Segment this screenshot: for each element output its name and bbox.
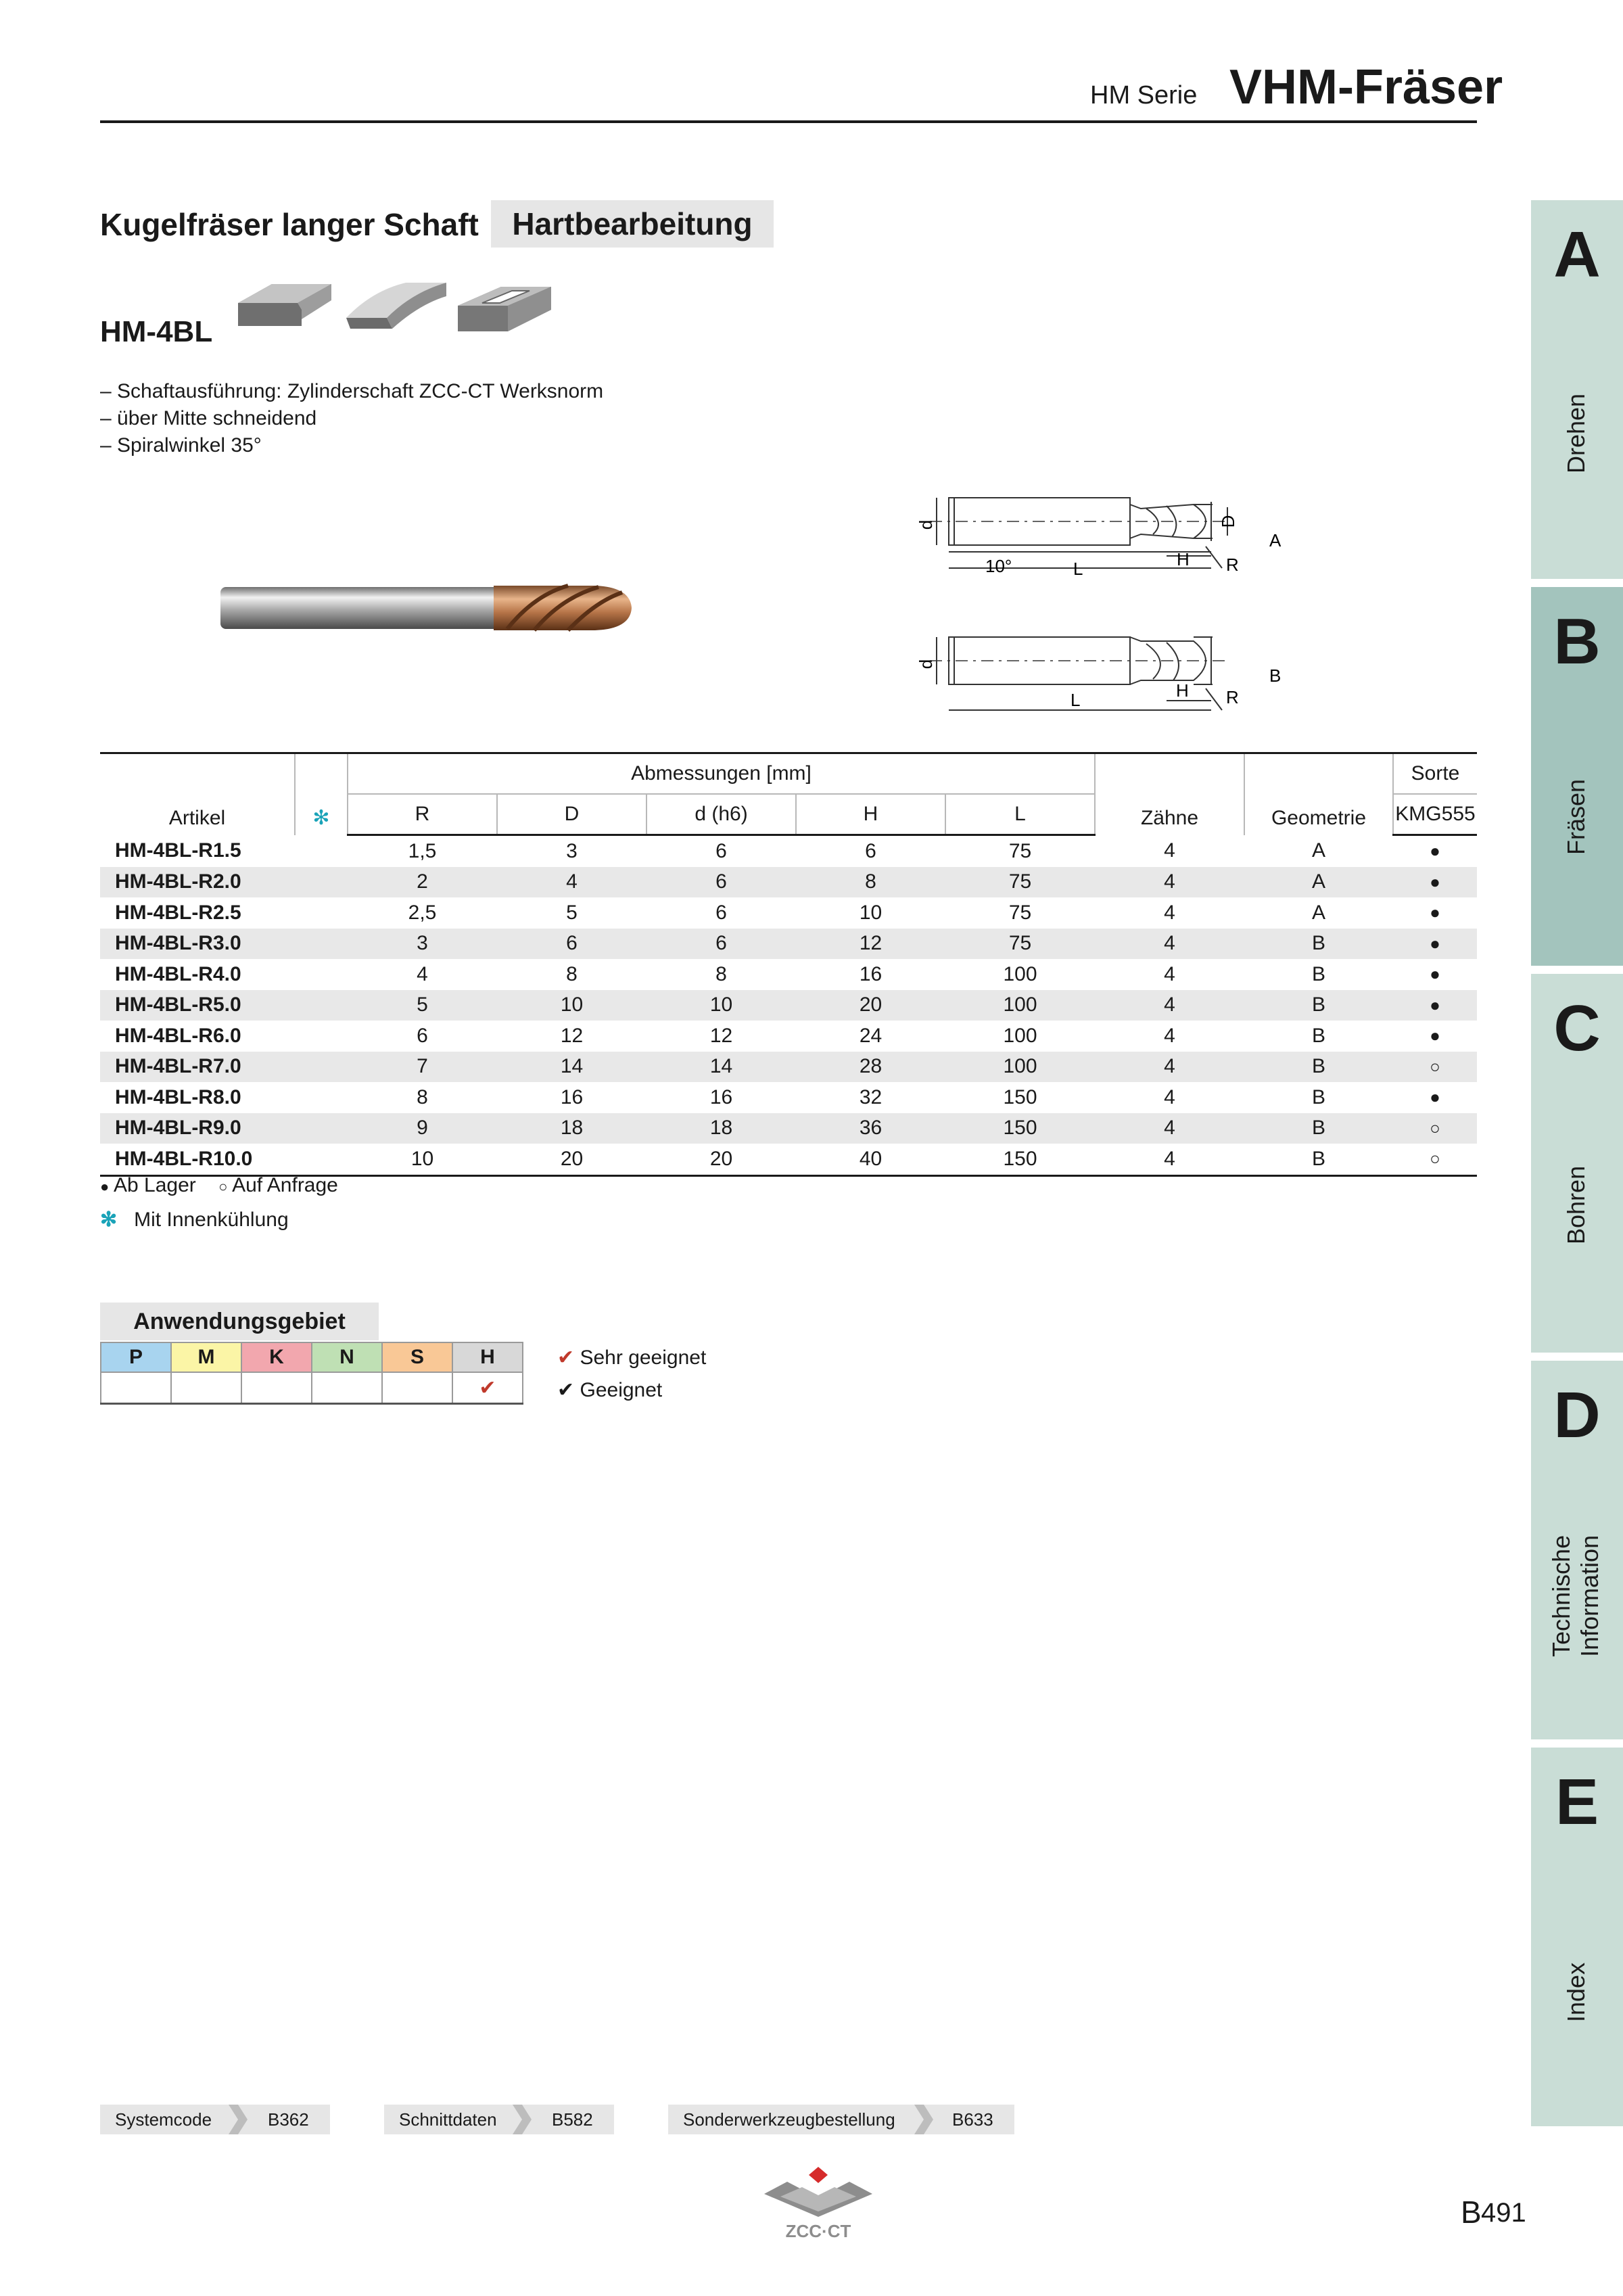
coolant-icon: ✻ [100, 1209, 118, 1231]
tab-label: Drehen [1562, 393, 1590, 473]
ref-schnittdaten[interactable] [384, 2105, 614, 2134]
dim-d-label: d [916, 659, 936, 670]
r-cell: 8 [417, 1085, 428, 1108]
d-small-cell: 12 [709, 1024, 733, 1047]
dim-R-label: R [1226, 555, 1239, 575]
ref-sonderwerkzeug[interactable] [668, 2105, 1014, 2134]
d-big-cell: 16 [560, 1085, 584, 1108]
teeth-cell: 4 [1164, 1024, 1175, 1047]
page-section-letter: B [1461, 2195, 1482, 2230]
ref-label: Systemcode [115, 2109, 212, 2130]
tab-letter: A [1553, 218, 1601, 291]
tab-label: Bohren [1562, 1165, 1590, 1244]
ref-label: Sonderwerkzeugbestellung [683, 2109, 895, 2130]
legend-coolant-label: Mit Innenkühlung [134, 1209, 289, 1231]
teeth-cell: 4 [1164, 1085, 1175, 1108]
suitability-h: ✔ [452, 1372, 523, 1404]
curved-surface-icon [346, 283, 446, 329]
teeth-cell: 4 [1164, 901, 1175, 924]
r-cell: 1,5 [408, 839, 437, 862]
availability-cell: ● [1430, 964, 1440, 985]
article-cell: HM-4BL-R10.0 [115, 1147, 253, 1170]
article-cell: HM-4BL-R3.0 [100, 929, 295, 960]
geometry-cell: B [1311, 1085, 1325, 1108]
availability-cell: ● [1430, 1025, 1440, 1046]
col-d-big: D [497, 794, 646, 835]
geometry-cell: B [1244, 1113, 1393, 1144]
l-cell: 150 [1003, 1147, 1037, 1170]
material-m: M [171, 1342, 241, 1372]
drawing-a [910, 482, 1302, 590]
dim-H-label: H [1177, 549, 1190, 569]
tab-label: Fräsen [1562, 778, 1590, 855]
article-cell: HM-4BL-R9.0 [100, 1113, 295, 1144]
page-number: 491 [1481, 2198, 1526, 2228]
legend-request-label: Auf Anfrage [232, 1174, 338, 1196]
availability-cell: ● [1393, 929, 1477, 960]
teeth-cell: 4 [1164, 962, 1175, 985]
application-badge: Hartbearbeitung [491, 200, 774, 248]
col-zaehne: Zähne [1095, 753, 1244, 835]
table-row [100, 1144, 1477, 1175]
teeth-cell: 4 [1095, 1113, 1244, 1144]
availability-cell: ● [1393, 867, 1477, 898]
ref-systemcode[interactable] [100, 2105, 330, 2134]
coolant-cell [295, 990, 348, 1021]
dim-angle-label: 10° [985, 556, 1012, 576]
h-cell: 32 [859, 1085, 883, 1108]
geometry-cell: B [1311, 1147, 1325, 1170]
h-cell: 20 [796, 990, 945, 1021]
col-h: H [796, 794, 945, 835]
sorte-header: Sorte [1393, 753, 1477, 795]
pocket-workpiece-icon [458, 287, 551, 331]
teeth-cell: 4 [1164, 1147, 1175, 1170]
table-row [100, 929, 1477, 960]
l-cell: 100 [945, 1052, 1095, 1083]
d-big-cell: 18 [497, 1113, 646, 1144]
tab-letter: D [1553, 1379, 1601, 1451]
dimensions-group-header: Abmessungen [mm] [348, 753, 1095, 795]
header-series: HM Serie [1090, 81, 1198, 110]
geometry-cell: B [1311, 962, 1325, 985]
suitability-m [171, 1372, 241, 1404]
zcc-ct-logo [764, 2167, 872, 2241]
geometry-a-label: A [1269, 530, 1281, 550]
coolant-cell [295, 867, 348, 898]
d-big-cell: 6 [497, 929, 646, 960]
l-cell: 100 [1003, 1024, 1037, 1047]
application-table [100, 1342, 523, 1405]
l-cell: 100 [945, 990, 1095, 1021]
tab-letter: E [1555, 1766, 1599, 1838]
geometry-cell: A [1311, 901, 1325, 924]
groove-workpiece-icon [238, 284, 331, 326]
ref-page: B582 [552, 2109, 593, 2130]
header-rule [100, 120, 1477, 123]
dim-L-label: L [1071, 690, 1081, 710]
feature-line-1: – Schaftausführung: Zylinderschaft ZCC-CT Werksnorm [100, 380, 604, 402]
ref-page: B362 [268, 2109, 309, 2130]
col-geometrie: Geometrie [1244, 753, 1393, 835]
teeth-cell: 4 [1095, 1052, 1244, 1083]
spec-table [100, 752, 1477, 1177]
availability-cell: ○ [1393, 1113, 1477, 1144]
dim-R-label: R [1226, 687, 1239, 707]
h-cell: 28 [796, 1052, 945, 1083]
availability-cell: ● [1430, 902, 1440, 923]
d-small-cell: 18 [646, 1113, 796, 1144]
coolant-cell [295, 929, 348, 960]
d-small-cell: 16 [709, 1085, 733, 1108]
l-cell: 100 [1003, 962, 1037, 985]
col-grade: KMG555 [1393, 794, 1477, 835]
table-row [100, 1113, 1477, 1144]
d-small-cell: 10 [646, 990, 796, 1021]
tool-photo [216, 568, 642, 649]
d-big-cell: 4 [497, 867, 646, 898]
tab-fraesen[interactable] [1531, 587, 1623, 966]
tab-drehen[interactable] [1531, 200, 1623, 579]
red-check-icon: ✔ [557, 1346, 575, 1369]
feature-line-3: – Spiralwinkel 35° [100, 434, 262, 456]
h-cell: 16 [859, 962, 883, 985]
availability-cell: ● [1430, 841, 1440, 862]
legend-suitable-label: Geeignet [580, 1379, 663, 1401]
table-row [100, 1082, 1477, 1113]
d-big-cell: 14 [497, 1052, 646, 1083]
material-p: P [101, 1342, 171, 1372]
d-small-cell: 6 [715, 901, 727, 924]
h-cell: 10 [859, 901, 883, 924]
table-row [100, 835, 1477, 867]
article-cell: HM-4BL-R1.5 [115, 839, 241, 862]
l-cell: 150 [1003, 1085, 1037, 1108]
d-small-cell: 6 [646, 929, 796, 960]
teeth-cell: 4 [1095, 990, 1244, 1021]
geometry-b-label: B [1269, 665, 1281, 686]
ref-label: Schnittdaten [399, 2109, 497, 2130]
article-cell: HM-4BL-R8.0 [115, 1085, 241, 1108]
material-n: N [312, 1342, 382, 1372]
chevron-right-icon [912, 2105, 935, 2134]
dim-L-label: L [1073, 559, 1083, 579]
r-cell: 5 [348, 990, 497, 1021]
tab-index[interactable] [1531, 1748, 1623, 2126]
availability-cell: ○ [1430, 1148, 1440, 1169]
request-circle-icon: ○ [218, 1178, 228, 1195]
application-title: Anwendungsgebiet [100, 1303, 379, 1340]
product-title: Kugelfräser langer Schaft [100, 207, 479, 242]
l-cell: 75 [1008, 839, 1032, 862]
legend-coolant [100, 1208, 289, 1232]
logo-text: ZCC·CT [785, 2221, 851, 2241]
feature-line-2: – über Mitte schneidend [100, 407, 317, 429]
availability-cell: ● [1430, 1087, 1440, 1108]
geometry-cell: A [1244, 867, 1393, 898]
geometry-cell: B [1244, 1052, 1393, 1083]
r-cell: 6 [417, 1024, 428, 1047]
article-cell: HM-4BL-R6.0 [115, 1024, 241, 1047]
coolant-icon: ✻ [295, 753, 348, 835]
geometry-cell: B [1244, 990, 1393, 1021]
teeth-cell: 4 [1095, 867, 1244, 898]
tab-letter: C [1553, 992, 1601, 1064]
black-check-icon: ✔ [557, 1379, 575, 1401]
r-cell: 4 [417, 962, 428, 985]
d-big-cell: 3 [566, 839, 578, 862]
h-cell: 6 [865, 839, 876, 862]
dim-d-label: d [916, 519, 936, 530]
tab-letter: B [1553, 605, 1601, 678]
suitability-n [312, 1372, 382, 1404]
workpiece-icons [237, 277, 561, 352]
product-code: HM-4BL [100, 315, 213, 348]
tab-bohren[interactable] [1531, 974, 1623, 1353]
coolant-cell [295, 1113, 348, 1144]
geometry-cell: A [1311, 839, 1325, 862]
stock-dot-icon: ● [100, 1178, 110, 1195]
coolant-cell [295, 1082, 348, 1113]
r-cell: 2,5 [408, 901, 437, 924]
dim-H-label: H [1176, 680, 1189, 701]
table-row [100, 1021, 1477, 1052]
geometry-cell: B [1244, 929, 1393, 960]
legend-stock-label: Ab Lager [113, 1174, 196, 1196]
coolant-cell [295, 959, 348, 990]
chevron-right-icon [226, 2105, 249, 2134]
d-small-cell: 6 [646, 867, 796, 898]
d-big-cell: 8 [566, 962, 578, 985]
table-row [100, 897, 1477, 929]
l-cell: 75 [1008, 901, 1032, 924]
d-big-cell: 20 [560, 1147, 584, 1170]
chevron-right-icon [510, 2105, 533, 2134]
tab-label: Technische [1547, 1534, 1575, 1657]
availability-cell: ○ [1393, 1052, 1477, 1083]
col-l: L [945, 794, 1095, 835]
d-small-cell: 14 [646, 1052, 796, 1083]
article-cell: HM-4BL-R2.0 [100, 867, 295, 898]
h-cell: 12 [796, 929, 945, 960]
table-row [100, 959, 1477, 990]
material-s: S [382, 1342, 452, 1372]
coolant-cell [295, 1052, 348, 1083]
article-cell: HM-4BL-R5.0 [100, 990, 295, 1021]
col-artikel: Artikel [168, 806, 226, 829]
teeth-cell: 4 [1095, 929, 1244, 960]
material-k: K [241, 1342, 312, 1372]
teeth-cell: 4 [1164, 839, 1175, 862]
article-cell: HM-4BL-R4.0 [115, 962, 241, 985]
table-row [100, 867, 1477, 898]
suitability-k [241, 1372, 312, 1404]
r-cell: 9 [348, 1113, 497, 1144]
suitability-s [382, 1372, 452, 1404]
d-small-cell: 6 [715, 839, 727, 862]
r-cell: 3 [348, 929, 497, 960]
availability-cell: ● [1393, 990, 1477, 1021]
legend-stock [100, 1174, 338, 1197]
l-cell: 75 [945, 929, 1095, 960]
coolant-cell [295, 897, 348, 929]
r-cell: 7 [348, 1052, 497, 1083]
coolant-cell [295, 1144, 348, 1175]
l-cell: 150 [945, 1113, 1095, 1144]
dim-D-label: D [1218, 515, 1238, 528]
suitability-p [101, 1372, 171, 1404]
coolant-cell [295, 835, 348, 867]
h-cell: 24 [859, 1024, 883, 1047]
legend-suitable [557, 1378, 662, 1402]
d-small-cell: 8 [715, 962, 727, 985]
col-r: R [348, 794, 497, 835]
r-cell: 2 [348, 867, 497, 898]
material-h: H [452, 1342, 523, 1372]
l-cell: 75 [945, 867, 1095, 898]
header-title: VHM-Fräser [1229, 60, 1503, 114]
d-small-cell: 20 [709, 1147, 733, 1170]
legend-very-suitable-label: Sehr geeignet [580, 1346, 707, 1369]
r-cell: 10 [410, 1147, 434, 1170]
article-cell: HM-4BL-R7.0 [100, 1052, 295, 1083]
table-row [100, 990, 1477, 1021]
legend-very-suitable [557, 1346, 706, 1369]
ref-page: B633 [952, 2109, 993, 2130]
coolant-cell [295, 1021, 348, 1052]
h-cell: 8 [796, 867, 945, 898]
geometry-cell: B [1311, 1024, 1325, 1047]
d-big-cell: 5 [566, 901, 578, 924]
d-big-cell: 10 [497, 990, 646, 1021]
d-big-cell: 12 [560, 1024, 584, 1047]
tab-label: Information [1576, 1534, 1603, 1657]
h-cell: 40 [859, 1147, 883, 1170]
tab-label: Index [1562, 1962, 1590, 2022]
h-cell: 36 [796, 1113, 945, 1144]
tab-technische-information[interactable] [1531, 1361, 1623, 1739]
table-row [100, 1052, 1477, 1083]
col-d-small: d (h6) [646, 794, 796, 835]
article-cell: HM-4BL-R2.5 [115, 901, 241, 924]
drawing-b [910, 621, 1302, 729]
